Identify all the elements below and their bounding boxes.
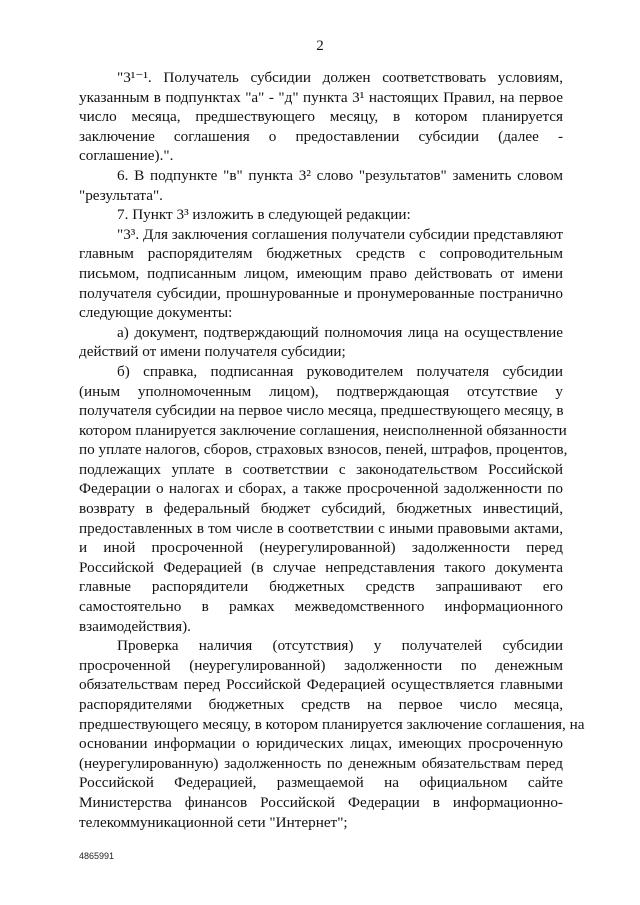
text-line: взаимодействия). (79, 617, 191, 635)
text-line: следующие документы: (79, 304, 233, 322)
text-line: а) документ, подтверждающий полномочия лица на осуществление (117, 323, 563, 341)
text-line: основании информации о юридических лицах, имеющих просроченную (79, 735, 563, 753)
text-line: Российской Федерацией, размещаемой на официальном сайте (79, 774, 563, 792)
text-line: число месяца, предшествующего месяцу, в котором планируется (79, 108, 563, 126)
text-line: (иным уполномоченным лицом), подтверждающая отсутствие у (79, 382, 563, 400)
text-line: "3³. Для заключения соглашения получатели субсидии представляют (117, 225, 563, 243)
text-line: письмом, подписанным лицом, имеющим право действовать от имени (79, 264, 563, 282)
document-code: 4865991 (79, 851, 115, 861)
text-line: Проверка наличия (отсутствия) у получателей субсидии (117, 637, 563, 655)
document-body (79, 68, 585, 832)
text-line: главным распорядителям бюджетных средств с сопроводительным (79, 245, 563, 263)
text-line: распорядителями бюджетных средств на первое число месяца, (79, 696, 563, 713)
text-line: предшествующего месяцу, в котором планируется заключение соглашения, на (79, 715, 585, 733)
text-line: получателя субсидии, прошнурованные и пронумерованные постранично (79, 284, 563, 302)
text-line: по уплате налогов, сборов, страховых взносов, пеней, штрафов, процентов, (79, 441, 568, 459)
text-line: "результата". (79, 186, 163, 204)
text-line: обязательствам перед Российской Федерацией осуществляется главными (79, 676, 563, 694)
text-line: указанным в подпунктах "а" - "д" пункта 3¹ настоящих Правил, на первое (79, 88, 563, 106)
text-line: возврату в федеральный бюджет субсидий, бюджетных инвестиций, (79, 500, 563, 518)
text-line: Федерации о налогах и сборах, а также просроченной задолженности по (79, 480, 563, 498)
text-line: (неурегулированную) задолженность по денежным обязательствам перед (79, 754, 563, 772)
text-line: и иной просроченной (неурегулированной) задолженности перед (79, 539, 563, 557)
text-line: заключение соглашения о предоставлении субсидии (далее - (79, 127, 563, 145)
text-line: Министерства финансов Российской Федерации в информационно- (79, 793, 563, 811)
page-number: 2 (316, 38, 324, 54)
text-line: 6. В подпункте "в" пункта 3² слово "результатов" заменить словом (117, 166, 563, 184)
text-line: телекоммуникационной сети "Интернет"; (79, 813, 348, 831)
text-line: подлежащих уплате в соответствии с законодательством Российской (79, 460, 563, 478)
text-line: действий от имени получателя субсидии; (79, 343, 346, 361)
text-line: предоставленных в том числе в соответствии с иными правовыми актами, (79, 519, 563, 537)
text-line: самостоятельно в рамках межведомственного информационного (79, 598, 563, 616)
text-line: б) справка, подписанная руководителем получателя субсидии (117, 362, 563, 380)
text-line: просроченной (неурегулированной) задолженности по денежным (79, 656, 563, 674)
text-line: соглашение).". (79, 147, 174, 165)
text-line: "3¹⁻¹. Получатель субсидии должен соответствовать условиям, (117, 69, 563, 86)
text-line: 7. Пункт 3³ изложить в следующей редакции: (117, 206, 411, 224)
text-line: котором планируется заключение соглашения, неисполненной обязанности (79, 421, 567, 439)
text-line: Российской Федерацией (в случае непредставления такого документа (79, 558, 563, 576)
text-line: получателя субсидии на первое число месяца, предшествующего месяцу, в (79, 402, 564, 420)
text-line: главные распорядители бюджетных средств запрашивают его (79, 578, 563, 596)
